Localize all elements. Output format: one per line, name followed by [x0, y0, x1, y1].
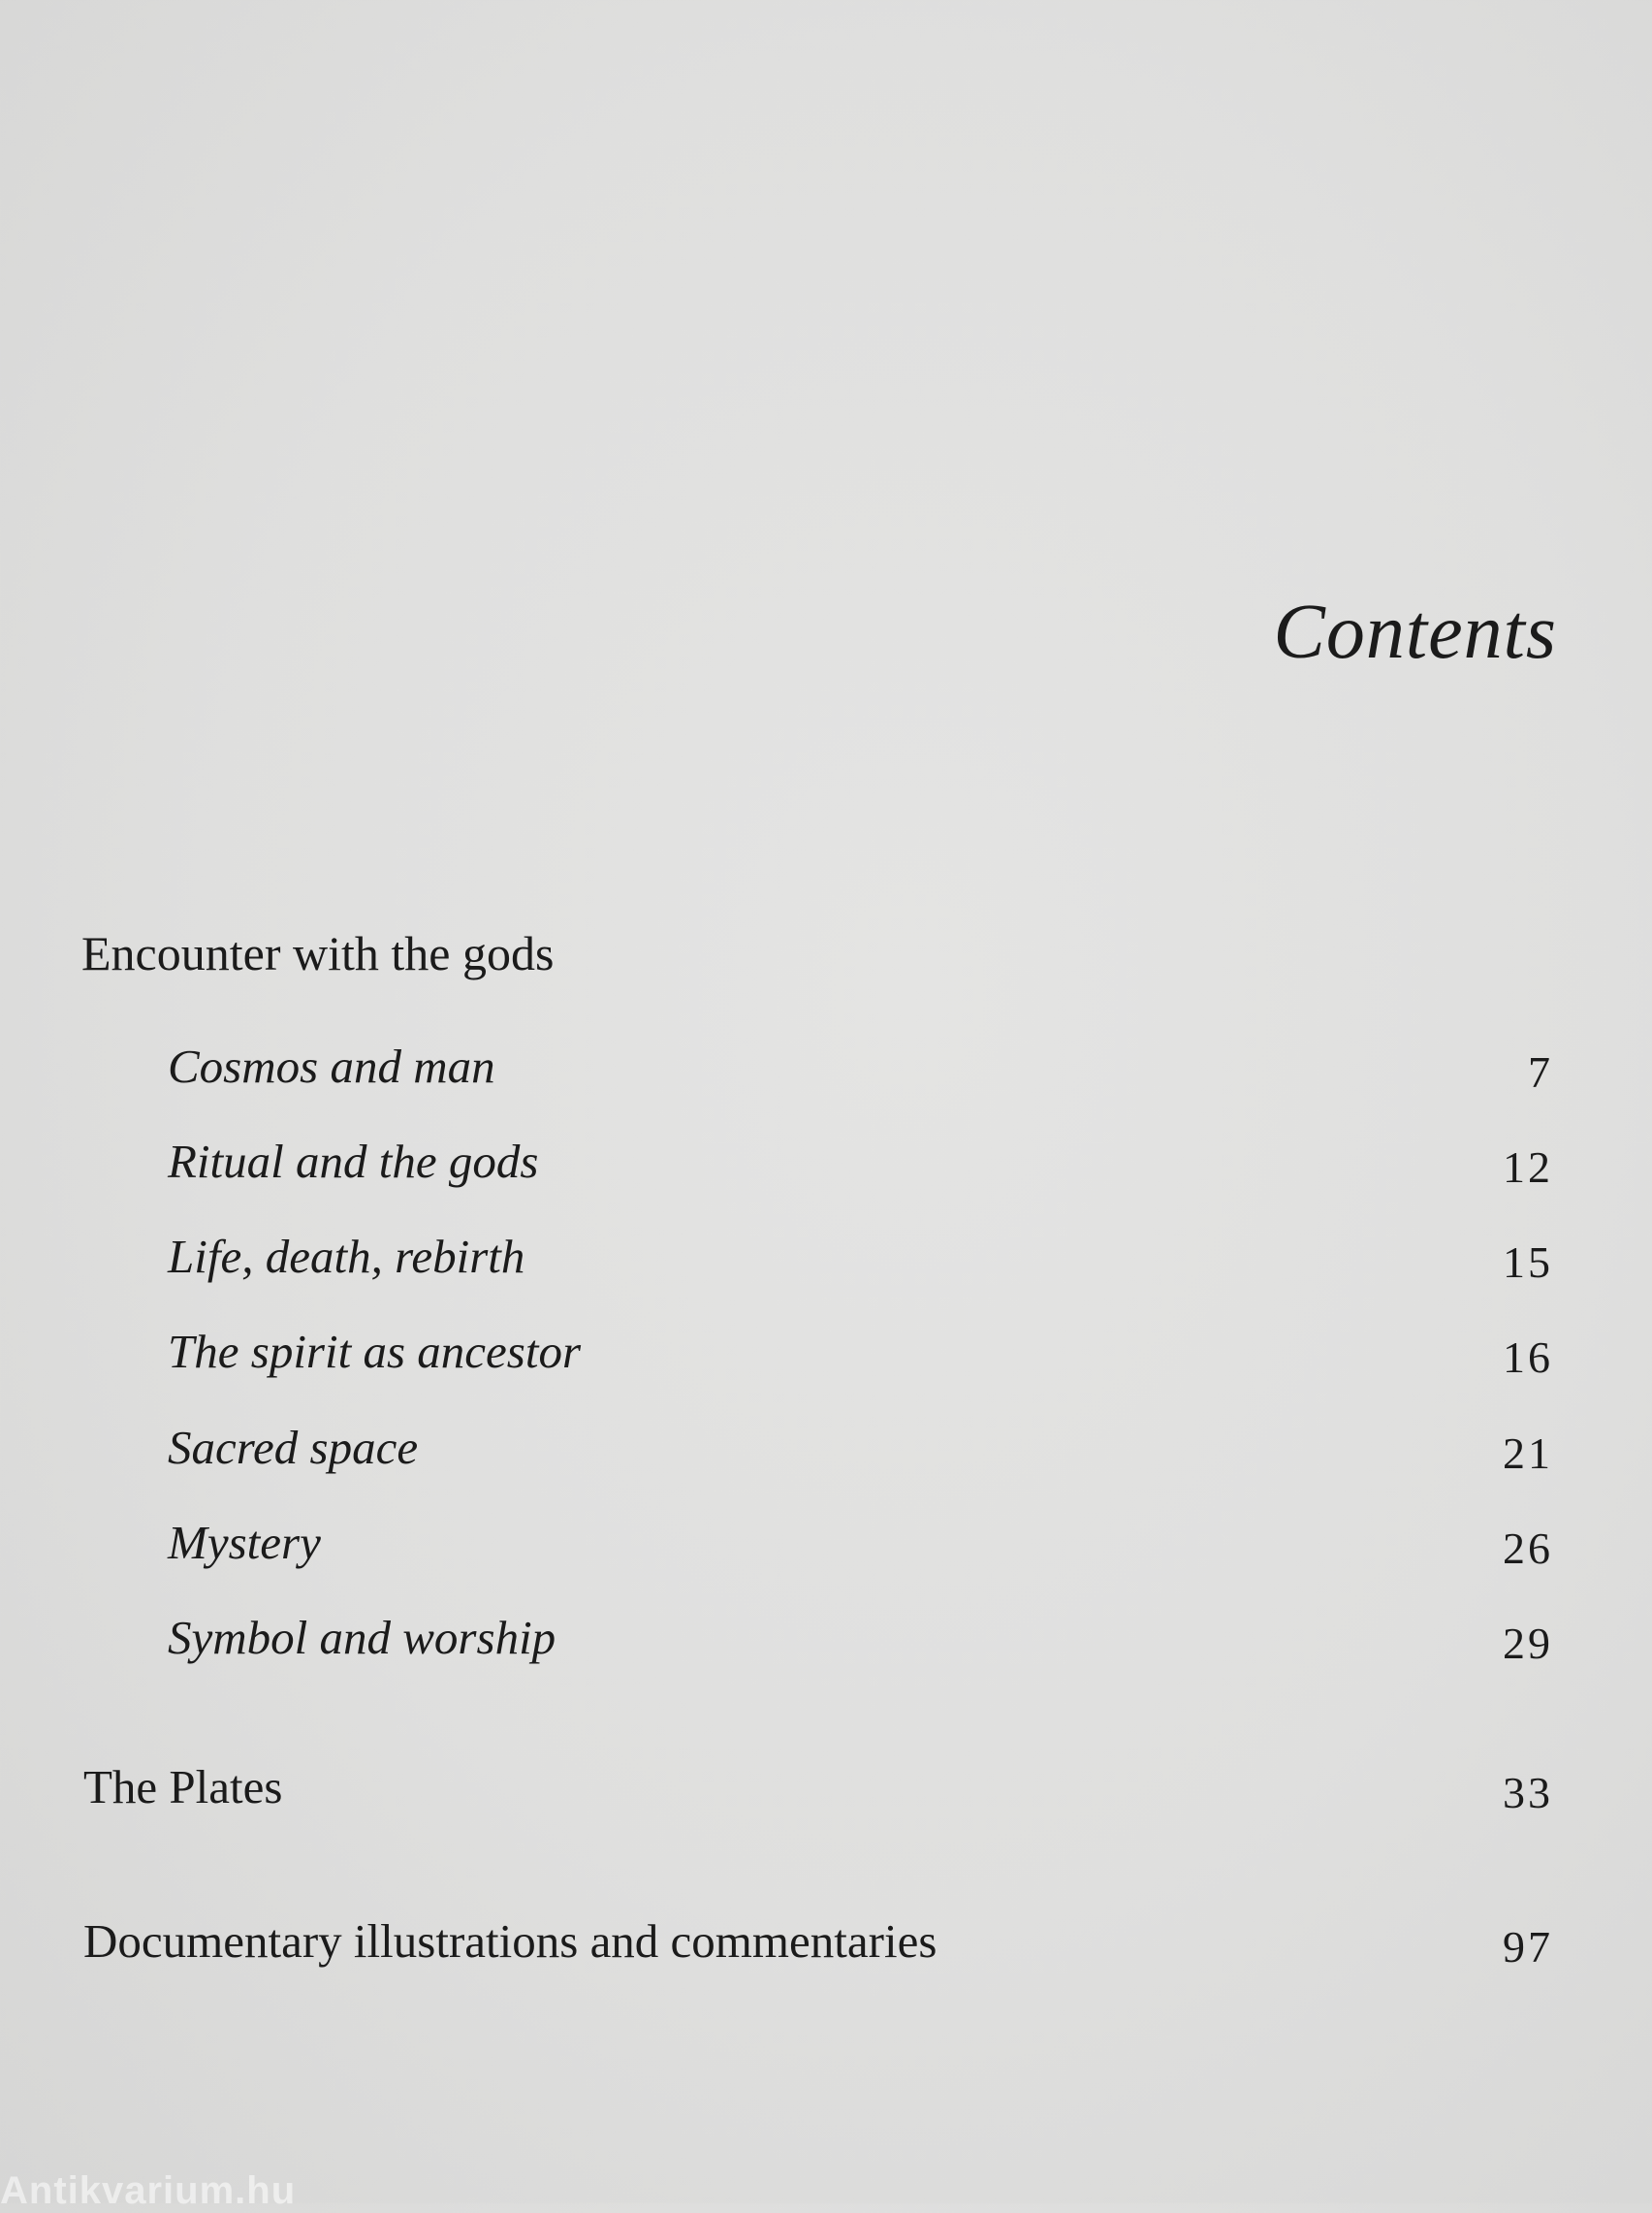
- toc-entry: [0, 1325, 1652, 1395]
- toc-entry-page: 16: [1503, 1332, 1553, 1382]
- toc-main-entry-page: 33: [1503, 1768, 1553, 1817]
- toc-main-entry-label: The Plates: [83, 1760, 283, 1813]
- toc-entry-page: 21: [1503, 1428, 1553, 1478]
- toc-entry-label: Sacred space: [168, 1421, 419, 1474]
- toc-entry: [0, 1135, 1652, 1205]
- toc-entry-page: 15: [1503, 1237, 1553, 1287]
- toc-entry-label: The spirit as ancestor: [168, 1325, 582, 1378]
- watermark: Antikvarium.hu: [0, 2169, 297, 2212]
- toc-entry: [0, 1421, 1652, 1491]
- toc-entry-page: 29: [1503, 1619, 1553, 1668]
- toc-entry-label: Life, death, rebirth: [168, 1230, 525, 1283]
- section-heading: Encounter with the gods: [81, 926, 555, 980]
- toc-entry-page: 26: [1503, 1523, 1553, 1573]
- toc-main-entry: [0, 1760, 1652, 1831]
- toc-entry-page: 7: [1528, 1047, 1553, 1097]
- toc-entry-label: Symbol and worship: [168, 1611, 556, 1664]
- toc-main-entry: [0, 1914, 1652, 1985]
- toc-entry: [0, 1230, 1652, 1300]
- toc-entry-page: 12: [1503, 1142, 1553, 1192]
- toc-entry: [0, 1516, 1652, 1587]
- toc-main-entry-page: 97: [1503, 1922, 1553, 1972]
- page-title: Contents: [1273, 590, 1557, 675]
- toc-entry-label: Mystery: [168, 1516, 321, 1569]
- toc-entry: [0, 1042, 1652, 1110]
- toc-entry-label: Cosmos and man: [168, 1040, 495, 1093]
- toc-entry-label: Ritual and the gods: [168, 1135, 539, 1188]
- toc-entry: [0, 1611, 1652, 1682]
- toc-main-entry-label: Documentary illustrations and commentaries: [83, 1914, 937, 1968]
